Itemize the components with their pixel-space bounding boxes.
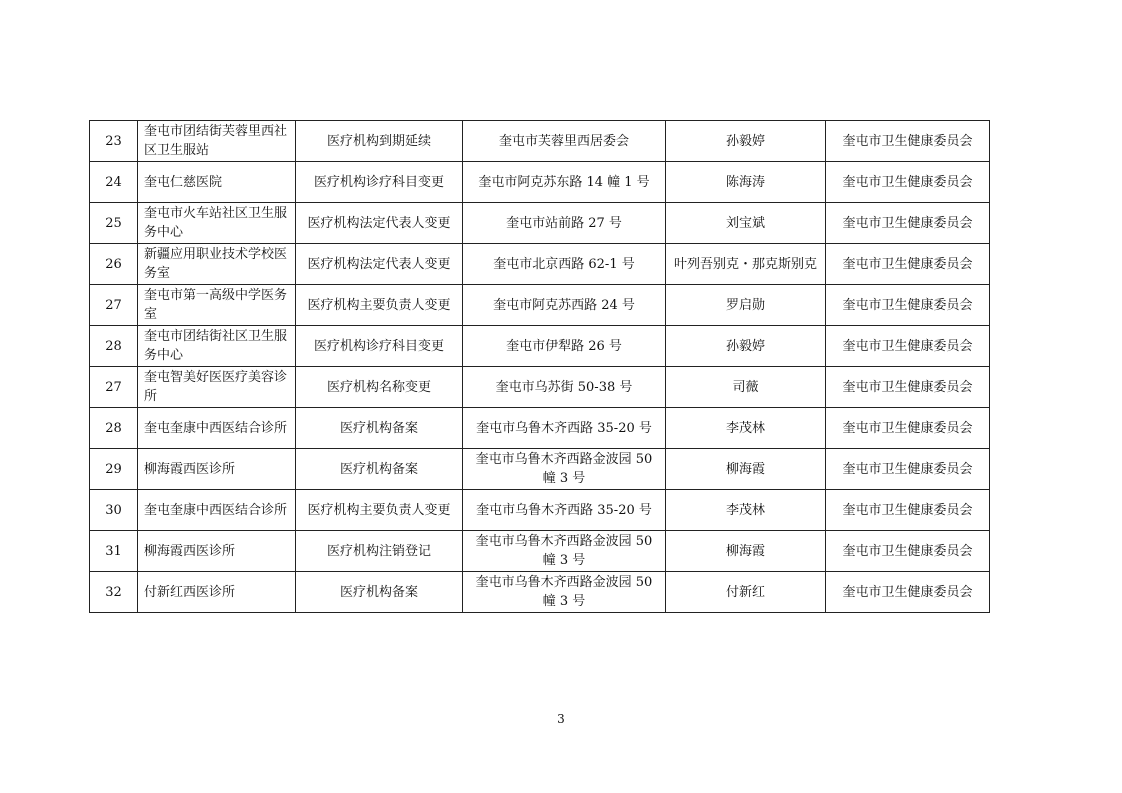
institution-name-cell: 奎屯市团结街芙蓉里西社区卫生服站 [138, 121, 296, 162]
institution-name-cell: 柳海霞西医诊所 [138, 531, 296, 572]
address-cell: 奎屯市乌鲁木齐西路金波园 50 幢 3 号 [463, 572, 666, 613]
table-row [90, 531, 990, 572]
institution-name-cell: 柳海霞西医诊所 [138, 449, 296, 490]
matter-type-cell: 医疗机构诊疗科目变更 [296, 326, 463, 367]
page-number: 3 [557, 712, 565, 726]
issuing-department-cell: 奎屯市卫生健康委员会 [826, 490, 990, 531]
row-number-cell: 25 [90, 203, 138, 244]
responsible-person-cell: 李茂林 [666, 408, 826, 449]
institution-name-cell: 奎屯仁慈医院 [138, 162, 296, 203]
row-number-cell: 31 [90, 531, 138, 572]
row-number-cell: 26 [90, 244, 138, 285]
responsible-person-cell: 付新红 [666, 572, 826, 613]
table-row [90, 367, 990, 408]
institution-name-cell: 奎屯奎康中西医结合诊所 [138, 490, 296, 531]
matter-type-cell: 医疗机构法定代表人变更 [296, 244, 463, 285]
issuing-department-cell: 奎屯市卫生健康委员会 [826, 244, 990, 285]
row-number-cell: 27 [90, 285, 138, 326]
table-row [90, 203, 990, 244]
responsible-person-cell: 李茂林 [666, 490, 826, 531]
row-number-cell: 28 [90, 326, 138, 367]
row-number-cell: 24 [90, 162, 138, 203]
row-number-cell: 30 [90, 490, 138, 531]
row-number-cell: 29 [90, 449, 138, 490]
address-cell: 奎屯市伊犁路 26 号 [463, 326, 666, 367]
matter-type-cell: 医疗机构到期延续 [296, 121, 463, 162]
institution-name-cell: 奎屯奎康中西医结合诊所 [138, 408, 296, 449]
institution-name-cell: 奎屯智美好医医疗美容诊所 [138, 367, 296, 408]
table-row [90, 572, 990, 613]
address-cell: 奎屯市阿克苏西路 24 号 [463, 285, 666, 326]
matter-type-cell: 医疗机构注销登记 [296, 531, 463, 572]
row-number-cell: 27 [90, 367, 138, 408]
row-number-cell: 23 [90, 121, 138, 162]
matter-type-cell: 医疗机构主要负责人变更 [296, 285, 463, 326]
table-row [90, 285, 990, 326]
matter-type-cell: 医疗机构备案 [296, 449, 463, 490]
matter-type-cell: 医疗机构备案 [296, 572, 463, 613]
issuing-department-cell: 奎屯市卫生健康委员会 [826, 326, 990, 367]
issuing-department-cell: 奎屯市卫生健康委员会 [826, 121, 990, 162]
address-cell: 奎屯市乌鲁木齐西路金波园 50 幢 3 号 [463, 449, 666, 490]
issuing-department-cell: 奎屯市卫生健康委员会 [826, 203, 990, 244]
responsible-person-cell: 孙毅婷 [666, 326, 826, 367]
address-cell: 奎屯市乌鲁木齐西路 35-20 号 [463, 408, 666, 449]
issuing-department-cell: 奎屯市卫生健康委员会 [826, 162, 990, 203]
responsible-person-cell: 孙毅婷 [666, 121, 826, 162]
address-cell: 奎屯市站前路 27 号 [463, 203, 666, 244]
table-row [90, 490, 990, 531]
matter-type-cell: 医疗机构备案 [296, 408, 463, 449]
institution-name-cell: 奎屯市团结街社区卫生服务中心 [138, 326, 296, 367]
matter-type-cell: 医疗机构主要负责人变更 [296, 490, 463, 531]
institution-name-cell: 付新红西医诊所 [138, 572, 296, 613]
institution-name-cell: 奎屯市第一高级中学医务室 [138, 285, 296, 326]
responsible-person-cell: 罗启勋 [666, 285, 826, 326]
table-row [90, 408, 990, 449]
table-row [90, 121, 990, 162]
issuing-department-cell: 奎屯市卫生健康委员会 [826, 572, 990, 613]
address-cell: 奎屯市乌鲁木齐西路金波园 50 幢 3 号 [463, 531, 666, 572]
row-number-cell: 32 [90, 572, 138, 613]
table-row [90, 162, 990, 203]
table-row [90, 244, 990, 285]
issuing-department-cell: 奎屯市卫生健康委员会 [826, 449, 990, 490]
responsible-person-cell: 柳海霞 [666, 531, 826, 572]
address-cell: 奎屯市乌鲁木齐西路 35-20 号 [463, 490, 666, 531]
institution-name-cell: 奎屯市火车站社区卫生服务中心 [138, 203, 296, 244]
record-table [89, 120, 990, 613]
matter-type-cell: 医疗机构诊疗科目变更 [296, 162, 463, 203]
institution-name-cell: 新疆应用职业技术学校医务室 [138, 244, 296, 285]
table-row [90, 449, 990, 490]
responsible-person-cell: 陈海涛 [666, 162, 826, 203]
issuing-department-cell: 奎屯市卫生健康委员会 [826, 285, 990, 326]
responsible-person-cell: 刘宝斌 [666, 203, 826, 244]
issuing-department-cell: 奎屯市卫生健康委员会 [826, 367, 990, 408]
table-row [90, 326, 990, 367]
matter-type-cell: 医疗机构名称变更 [296, 367, 463, 408]
address-cell: 奎屯市芙蓉里西居委会 [463, 121, 666, 162]
responsible-person-cell: 司薇 [666, 367, 826, 408]
address-cell: 奎屯市乌苏街 50-38 号 [463, 367, 666, 408]
issuing-department-cell: 奎屯市卫生健康委员会 [826, 531, 990, 572]
issuing-department-cell: 奎屯市卫生健康委员会 [826, 408, 990, 449]
record-table-body [90, 121, 990, 613]
responsible-person-cell: 叶列吾别克・那克斯别克 [666, 244, 826, 285]
responsible-person-cell: 柳海霞 [666, 449, 826, 490]
address-cell: 奎屯市阿克苏东路 14 幢 1 号 [463, 162, 666, 203]
row-number-cell: 28 [90, 408, 138, 449]
address-cell: 奎屯市北京西路 62-1 号 [463, 244, 666, 285]
matter-type-cell: 医疗机构法定代表人变更 [296, 203, 463, 244]
